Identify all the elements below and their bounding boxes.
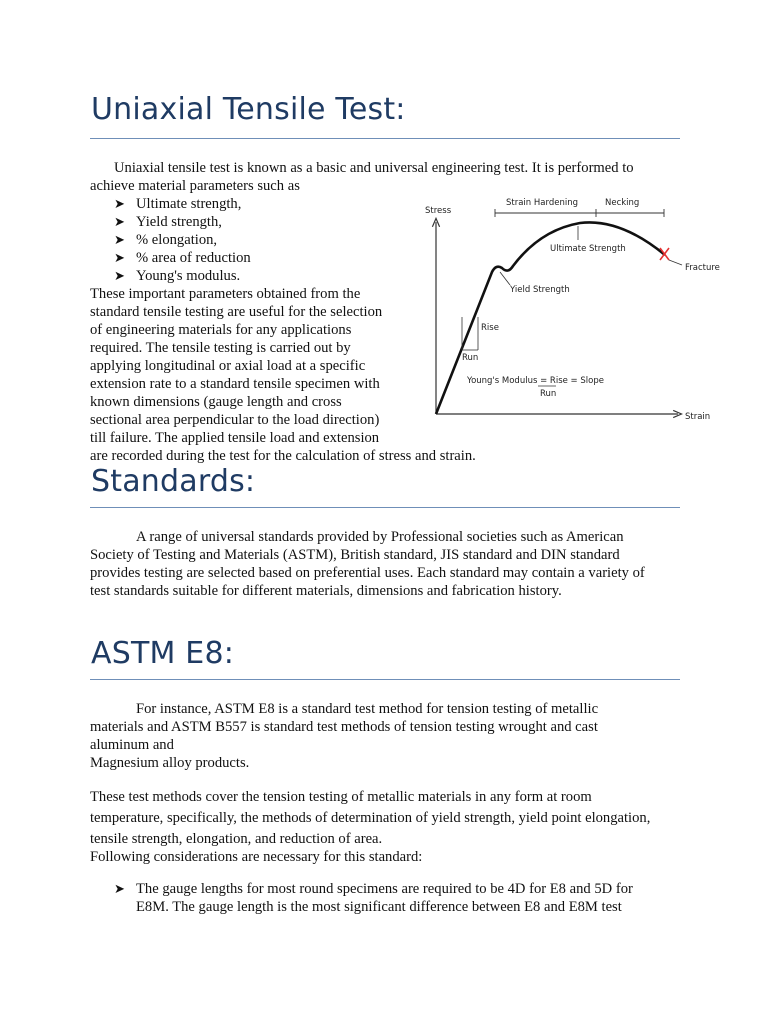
arrow-bullet-icon: ➤	[114, 232, 125, 247]
heading-rule	[90, 507, 680, 508]
list-item: ➤ Yield strength,	[114, 214, 222, 230]
strain-hardening-label: Strain Hardening	[506, 198, 578, 208]
run-label: Run	[462, 353, 479, 363]
strain-label: Strain	[685, 412, 711, 422]
astm-paragraph-1: For instance, ASTM E8 is a standard test method for tension testing of metallic materials and ASTM B557 is standard test methods of tension testing wrought and cast aluminum and Magnesium alloy products.	[90, 701, 599, 771]
intro-line-2: achieve material parameters such as	[90, 178, 300, 194]
yield-strength-label: Yield Strength	[510, 285, 570, 295]
stress-label: Stress	[425, 206, 452, 216]
youngs-run-label: Run	[540, 389, 557, 399]
stress-strain-diagram	[420, 190, 720, 430]
list-item: ➤ % area of reduction	[114, 250, 251, 266]
heading-rule	[90, 679, 680, 680]
gauge-length-bullet: ➤ The gauge lengths for most round specimens are required to be 4D for E8 and 5D for E8M. The gauge length is the most significant difference between E8 and E8M test	[114, 881, 633, 915]
parameter-list	[114, 195, 251, 285]
arrow-bullet-icon: ➤	[114, 214, 125, 229]
ultimate-strength-label: Ultimate Strength	[550, 244, 626, 254]
intro-line-1: Uniaxial tensile test is known as a basic and universal engineering test. It is performed to	[114, 160, 634, 176]
youngs-modulus-formula: Young's Modulus = Rise = Slope	[467, 376, 604, 386]
rise-label: Rise	[481, 323, 499, 333]
list-item: ➤ Ultimate strength,	[114, 196, 242, 212]
heading-standards: Standards:	[91, 464, 256, 499]
parameters-paragraph: These important parameters obtained from the standard tensile testing are useful for the selection of engineering materials for any applications required. The tensile testing is carried out by applying longitudinal or axial load at a specific extension rate to a standard tensile specimen with known dimensions (gauge length and cross sectional area perpendicular to the load direction) till failure. The applied tensile load and extension are recorded during the test for the calculation of stress and strain.	[90, 286, 476, 464]
list-item: ➤ % elongation,	[114, 232, 218, 248]
arrow-bullet-icon: ➤	[114, 250, 125, 265]
standards-paragraph: A range of universal standards provided by Professional societies such as American Society of Testing and Materials (ASTM), British standard, JIS standard and DIN standard provides testing are selected based on preferential uses. Each standard may contain a variety of test standards suitable for different materials, dimensions and fabrication history.	[90, 529, 645, 599]
astm-paragraph-2: These test methods cover the tension testing of metallic materials in any form at room temperature, specifically, the methods of determination of yield strength, yield point elongation, tensile strength, elongation, and reduction of area. Following considerations are necessary for this standard:	[90, 789, 651, 865]
list-item: ➤ Young's modulus.	[114, 268, 241, 284]
arrow-bullet-icon: ➤	[114, 881, 125, 896]
heading-rule	[90, 138, 680, 139]
arrow-bullet-icon: ➤	[114, 268, 125, 283]
fracture-x-icon	[660, 248, 669, 260]
fracture-label: Fracture	[685, 263, 720, 273]
heading-astm-e8: ASTM E8:	[91, 636, 235, 671]
heading-uniaxial-tensile-test: Uniaxial Tensile Test:	[91, 92, 406, 127]
arrow-bullet-icon: ➤	[114, 196, 125, 211]
fracture-leader	[669, 260, 682, 265]
necking-label: Necking	[605, 198, 640, 208]
